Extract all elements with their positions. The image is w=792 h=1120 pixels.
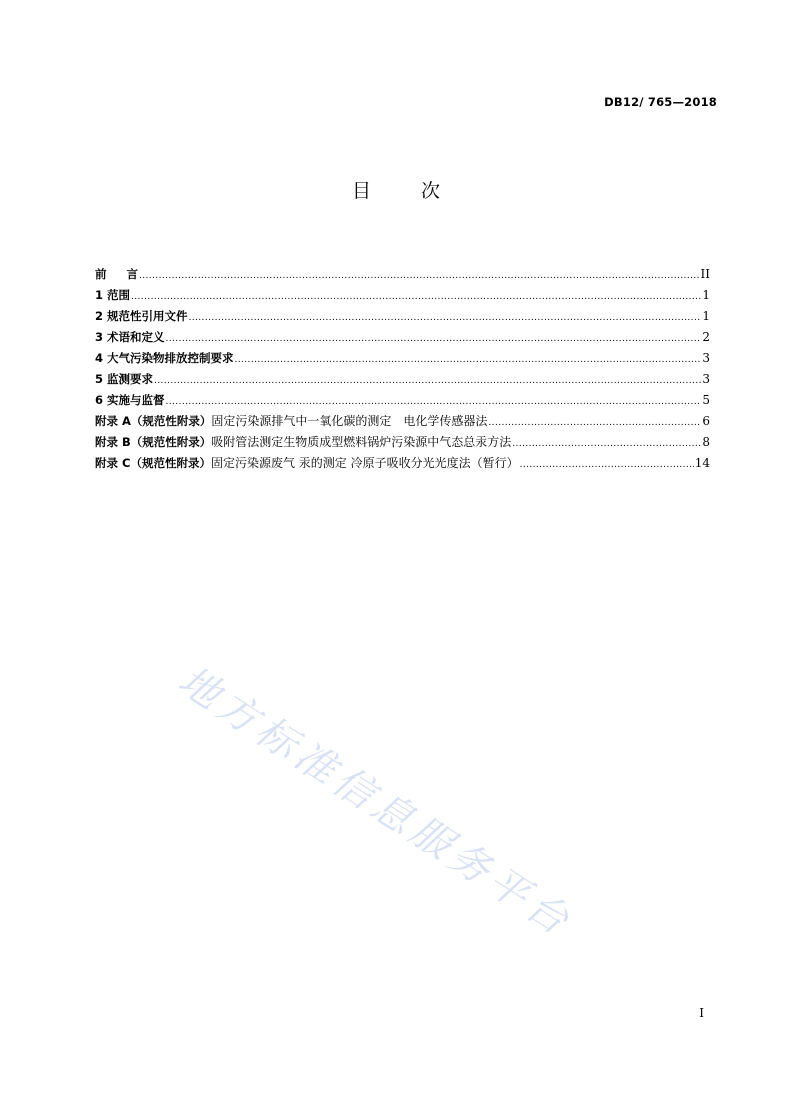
toc-entry-emission-control[interactable] [95,348,710,369]
title-char-2: 次 [421,180,441,202]
toc-label: 附录 B（规范性附录） [95,435,212,449]
toc-entry-scope[interactable] [95,285,710,306]
toc-leader-dots [512,432,701,453]
toc-entry-foreword[interactable] [95,264,710,285]
toc-label-rest: 固定污染源废气 汞的测定 冷原子吸收分光光度法（暂行） [210,456,519,470]
toc-page: 3 [702,351,710,365]
page-title [0,176,792,203]
toc-entry-appendix-a[interactable] [95,411,710,432]
toc-leader-dots [166,327,702,348]
document-code: DB12/ 765—2018 [604,95,717,109]
toc-entry-monitoring[interactable] [95,369,710,390]
watermark: 地方标准信息服务平台 [170,657,581,947]
toc-leader-dots [139,264,700,285]
toc-entry-appendix-c[interactable] [95,453,710,474]
toc-label: 4 大气污染物排放控制要求 [95,351,234,365]
page-number: I [699,1006,704,1020]
toc-entry-implementation[interactable] [95,390,710,411]
toc-label-rest: 固定污染源排气中一氧化碳的测定 电化学传感器法 [211,414,488,428]
toc-leader-dots [166,390,702,411]
toc-label: 2 规范性引用文件 [95,309,188,323]
toc-leader-dots [520,453,694,474]
toc-label: 3 术语和定义 [95,330,165,344]
toc-label: 附录 A（规范性附录） [95,414,212,428]
toc-entry-terms[interactable] [95,327,710,348]
toc-page: 5 [702,393,710,407]
toc-entry-appendix-b[interactable] [95,432,710,453]
toc-entry-normative-references[interactable] [95,306,710,327]
toc-label-2: 言 [126,267,138,281]
toc-label: 前 [95,267,107,281]
toc-page: 2 [702,330,710,344]
toc-label: 6 实施与监督 [95,393,165,407]
toc-leader-dots [488,411,701,432]
toc-label: 5 监测要求 [95,372,154,386]
toc-page: 1 [702,309,710,323]
toc-leader-dots [131,285,701,306]
toc-leader-dots [235,348,702,369]
toc-page: 1 [702,288,710,302]
table-of-contents [95,264,710,474]
toc-leader-dots [189,306,702,327]
toc-page: 14 [694,456,710,470]
toc-page: 6 [702,414,710,428]
toc-label-rest: 吸附管法测定生物质成型燃料锅炉污染源中气态总汞方法 [211,435,512,449]
toc-leader-dots [154,369,701,390]
toc-page: 3 [702,372,710,386]
toc-label: 1 范围 [95,288,131,302]
toc-page: II [700,267,710,281]
toc-page: 8 [702,435,710,449]
toc-label: 附录 C（规范性附录） [95,456,211,470]
title-char-1: 目 [351,180,371,202]
